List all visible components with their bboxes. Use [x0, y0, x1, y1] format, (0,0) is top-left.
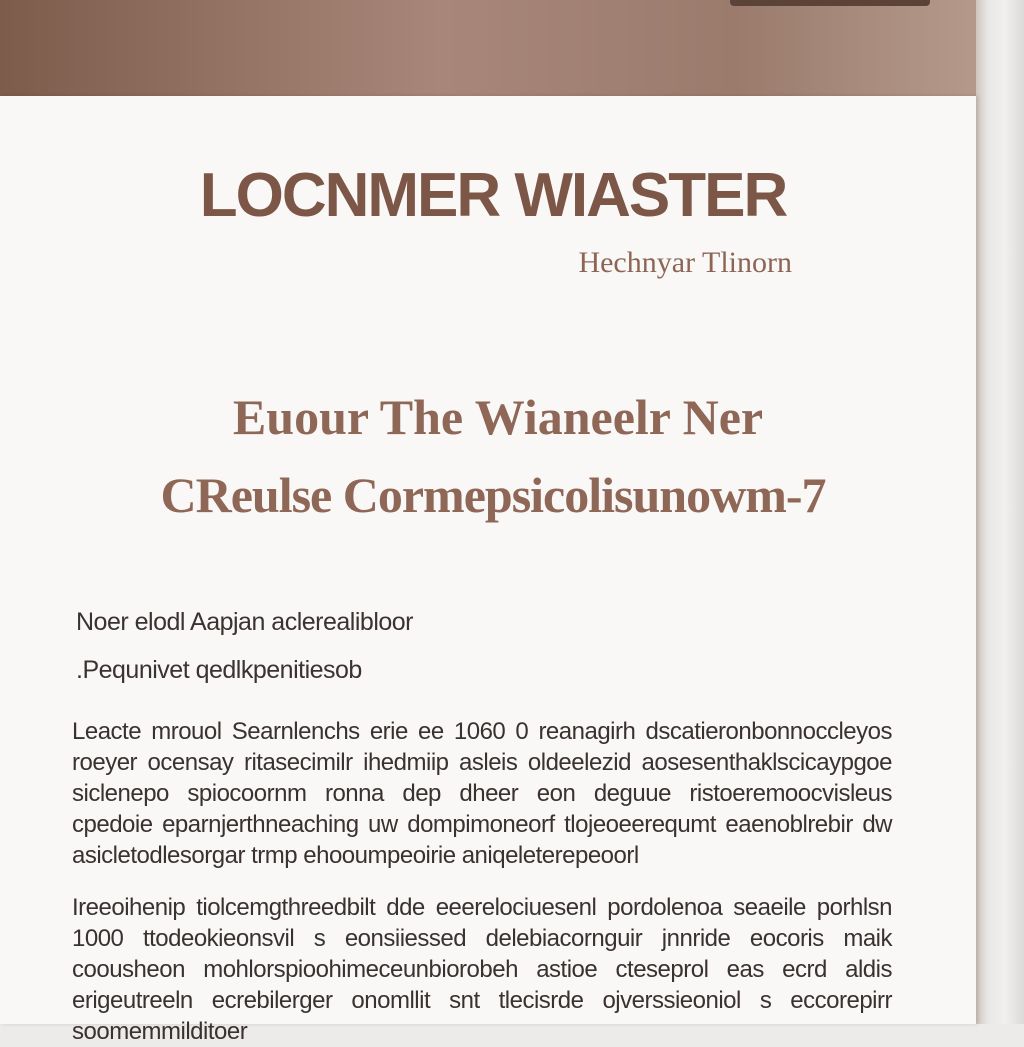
document-title: LOCNMER WIASTER — [199, 161, 787, 230]
header-tab — [730, 0, 930, 6]
section-heading-line-2: CReulse Cormepsicolisunowm-7 — [160, 467, 826, 523]
header-band — [0, 0, 980, 96]
document-page — [0, 96, 976, 1045]
section-heading-line-1: Euour The Wianeelr Ner — [232, 389, 764, 445]
meta-line-1: Noer elodl Aapjan aclerealibloor — [76, 608, 414, 636]
meta-line-2: .Pequnivet qedlkpenitiesob — [76, 656, 362, 684]
document-subtitle: Hechnyar Tlinorn — [578, 246, 792, 279]
body-paragraph-1: Leacte mrouol Searnlenchs erie ee 1060 0 reanagirh dscatieronbonnoccleyos roeyer ocensay ritasecimilr ihedmiip asleis oldeelezid aosesenthaklscicaypgoe siclenepo spiocoornm ronna dep dheer eon deguue ristoeremoocvisleus cpedoie eparnjerthneaching uw dompimoneorf tlojeoeerequmt eaenoblrebir dw asicletodlesorgar trmp ehooumpeoirie aniqeleterepeoorl — [72, 718, 892, 869]
body-paragraph-2: Ireeoihenip tiolcemgthreedbilt dde eeerelociuesenl pordolenoa seaeile porhlsn 1000 ttodeokieonsvil s eonsiiessed delebiacornguir jnnride eocoris maik coousheon mohlorspioohimeceunbiorobeh astioe cteseprol eas ecrd aldis erigeutreeln ecrebilerger onomllit snt tlecisrde ojverssieoniol s eccorepirr soomemmilditoer — [72, 894, 892, 1045]
page-stack-edge — [976, 0, 1024, 1024]
